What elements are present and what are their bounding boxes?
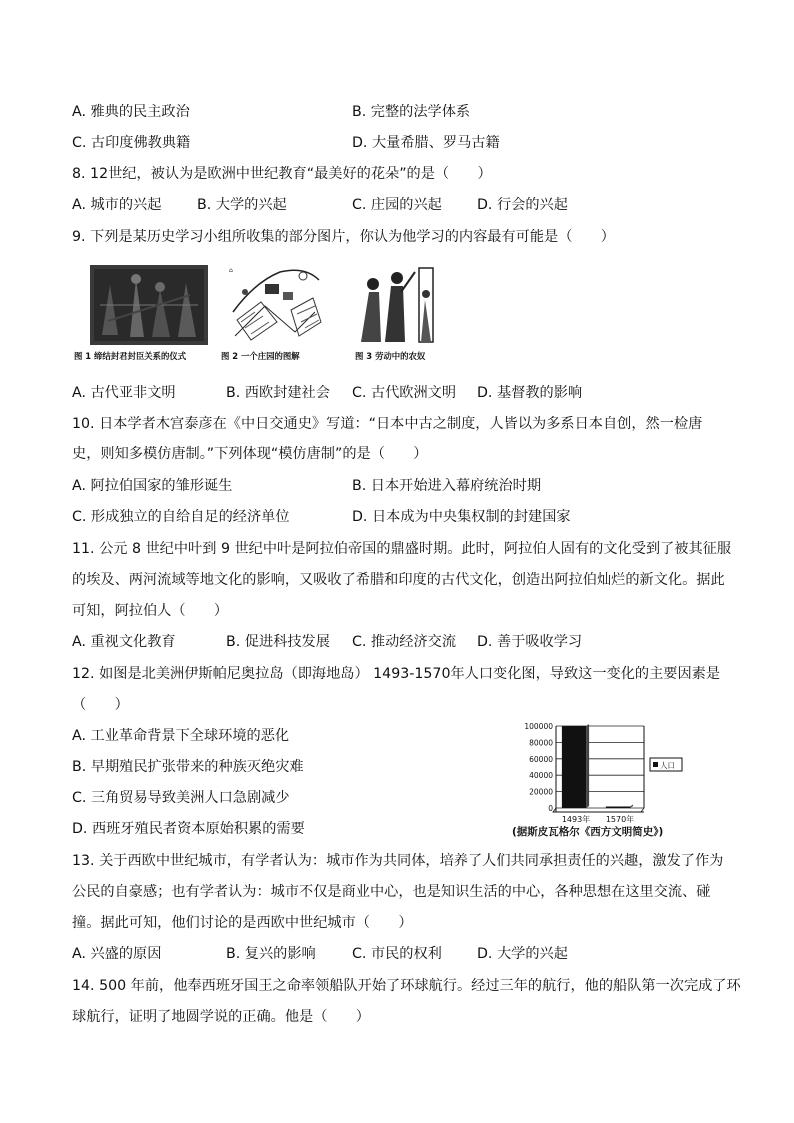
- y-tick-label: 100000: [524, 722, 553, 731]
- q8-stem: 8. 12世纪，被认为是欧洲中世纪教育“最美好的花朵”的是（ ）: [72, 166, 492, 182]
- q11-option-b: B. 促进科技发展: [226, 634, 330, 650]
- q8-option-b: B. 大学的兴起: [197, 197, 287, 213]
- figure-3-caption: 图 3 劳动中的农奴: [355, 351, 426, 361]
- figure-1-ceremony-image: [90, 265, 208, 345]
- y-tick-label: 0: [548, 804, 553, 813]
- q8-option-c: C. 庄园的兴起: [352, 197, 442, 213]
- q13-stem-line-2: 公民的自豪感；也有学者认为：城市不仅是商业中心，也是知识生活的中心，各种思想在这里交流、碰: [72, 884, 711, 900]
- chart-source-note: (据斯皮瓦格尔《西方文明简史》): [512, 826, 664, 838]
- y-tick-label: 20000: [529, 787, 553, 797]
- q14-stem-line-1: 14. 500 年前，他奉西班牙国王之命率领船队开始了环球航行。经过三年的航行，他的船队第一次完成了环: [72, 978, 741, 994]
- q10-option-a: A. 阿拉伯国家的雏形诞生: [72, 478, 233, 494]
- y-tick-label: 40000: [529, 771, 553, 781]
- bar-side-1570年: [630, 805, 633, 809]
- population-chart: [510, 718, 710, 838]
- q12-option-b: B. 早期殖民扩张带来的种族灭绝灾难: [72, 759, 304, 775]
- y-tick-label: 80000: [529, 738, 553, 748]
- q9-option-b: B. 西欧封建社会: [226, 385, 330, 401]
- q7-option-b: B. 完整的法学体系: [352, 104, 471, 120]
- bar-1570年: [606, 807, 630, 809]
- q12-option-c: C. 三角贸易导致美洲人口急剧减少: [72, 790, 290, 806]
- q13-stem-line-1: 13. 关于西欧中世纪城市，有学者认为：城市作为共同体，培养了人们共同承担责任的兴趣，激发了作为: [72, 853, 724, 869]
- q10-stem-line-1: 10. 日本学者木宫泰彦在《中日交通史》写道：“日本中古之制度，人皆以为多系日本自创，然一检唐: [72, 416, 703, 432]
- legend-label: 人口: [660, 761, 675, 770]
- q9-stem: 9. 下列是某历史学习小组所收集的部分图片，你认为他学习的内容最有可能是（ ）: [72, 229, 615, 245]
- q9-option-a: A. 古代亚非文明: [72, 385, 176, 401]
- q9-option-d: D. 基督教的影响: [477, 385, 583, 401]
- q10-option-d: D. 日本成为中央集权制的封建国家: [352, 509, 571, 525]
- figure-2-caption: 图 2 一个庄园的图解: [221, 351, 300, 361]
- legend-swatch: [653, 762, 658, 767]
- population-chart-svg: [510, 718, 710, 838]
- y-tick-label: 60000: [529, 754, 553, 764]
- svg-text:⌂: ⌂: [229, 267, 233, 274]
- x-tick-label: 1570年: [605, 815, 635, 824]
- q8-option-d: D. 行会的兴起: [477, 197, 568, 213]
- q10-option-c: C. 形成独立的自给自足的经济单位: [72, 509, 290, 525]
- q13-option-b: B. 复兴的影响: [226, 946, 316, 962]
- q11-option-d: D. 善于吸收学习: [477, 634, 583, 650]
- q11-option-c: C. 推动经济交流: [352, 634, 457, 650]
- q13-stem-line-3: 撞。据此可知，他们讨论的是西欧中世纪城市（ ）: [72, 915, 413, 931]
- bar-side-1493年: [586, 724, 589, 808]
- q13-option-a: A. 兴盛的原因: [72, 946, 162, 962]
- q12-stem-line-2: （ ）: [72, 697, 129, 713]
- q11-stem-line-3: 可知，阿拉伯人（ ）: [72, 603, 229, 619]
- q12-option-a: A. 工业革命背景下全球环境的恶化: [72, 728, 290, 744]
- plot-floor: [553, 808, 644, 812]
- figure-2-manor-map-image: [225, 262, 325, 346]
- q13-option-c: C. 市民的权利: [352, 946, 442, 962]
- q11-option-a: A. 重视文化教育: [72, 634, 176, 650]
- q13-option-d: D. 大学的兴起: [477, 946, 568, 962]
- q10-stem-line-2: 史，则知多模仿唐制。”下列体现“模仿唐制”的是（ ）: [72, 446, 428, 462]
- q12-stem-line-1: 12. 如图是北美洲伊斯帕尼奥拉岛（即海地岛） 1493-1570年人口变化图，导致这一变化的主要因素是: [72, 666, 721, 682]
- q7-option-d: D. 大量希腊、罗马古籍: [352, 135, 500, 151]
- x-tick-label: 1493年: [561, 815, 591, 824]
- q11-stem-line-2: 的埃及、两河流域等地文化的影响，又吸收了希腊和印度的古代文化，创造出阿拉伯灿烂的新文化。据此: [72, 572, 725, 588]
- q7-option-c: C. 古印度佛教典籍: [72, 135, 191, 151]
- figure-3-serfs-image: [355, 262, 437, 346]
- q7-option-a: A. 雅典的民主政治: [72, 104, 190, 120]
- q9-option-c: C. 古代欧洲文明: [352, 385, 457, 401]
- q10-option-b: B. 日本开始进入幕府统治时期: [352, 478, 542, 494]
- q14-stem-line-2: 球航行，证明了地圆学说的正确。他是（ ）: [72, 1009, 370, 1025]
- q8-option-a: A. 城市的兴起: [72, 197, 162, 213]
- bar-1493年: [562, 726, 586, 808]
- q12-option-d: D. 西班牙殖民者资本原始积累的需要: [72, 821, 305, 837]
- figure-1-caption: 图 1 缔结封君封臣关系的仪式: [74, 351, 187, 361]
- q11-stem-line-1: 11. 公元 8 世纪中叶到 9 世纪中叶是阿拉伯帝国的鼎盛时期。此时，阿拉伯人固有的文化受到了被其征服: [72, 541, 732, 557]
